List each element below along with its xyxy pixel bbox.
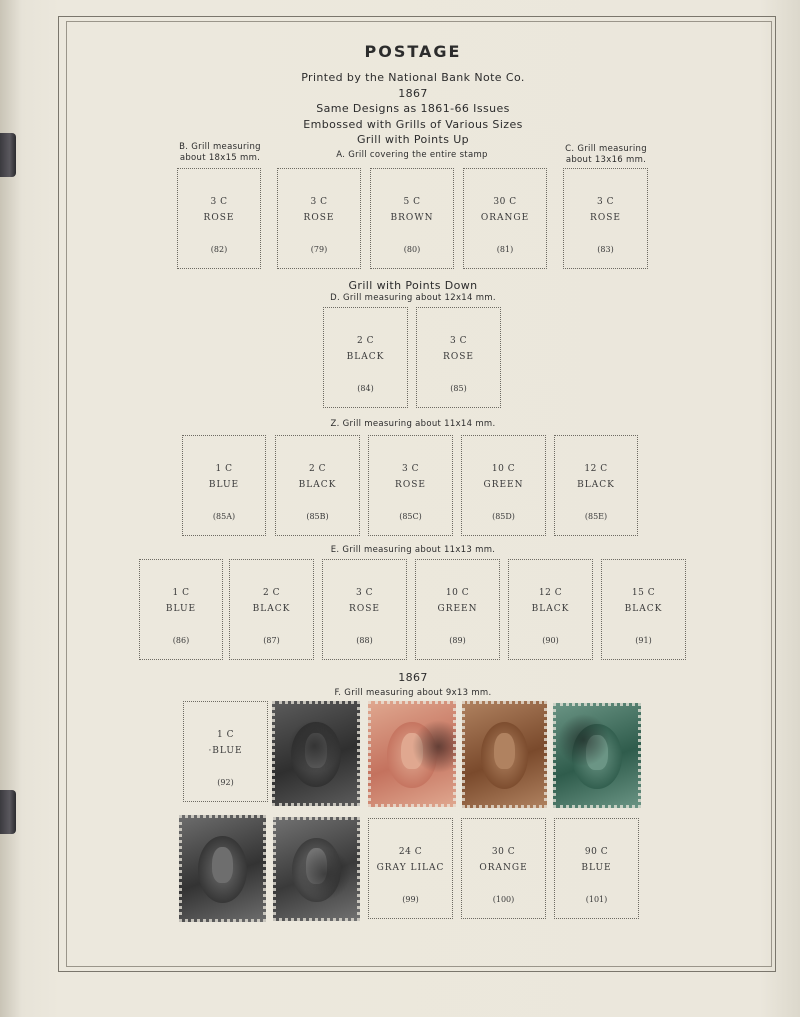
stamp-space-79[interactable] <box>277 168 361 269</box>
section-z-label: Z. Grill measuring about 11x14 mm. <box>330 419 496 429</box>
page-title: POSTAGE <box>364 42 462 61</box>
stamp-color: GRAY LILAC <box>376 863 445 873</box>
stamp-value: 3 C <box>450 336 467 346</box>
perforation-edge <box>179 815 266 922</box>
stamp-space-99[interactable] <box>368 818 453 919</box>
stamp-value: 30 C <box>491 847 516 857</box>
stamp-2c-black-jackson[interactable] <box>272 701 360 806</box>
stamp-value: 2 C <box>263 588 280 598</box>
stamp-space-83[interactable] <box>563 168 648 269</box>
stamp-value: 12 C <box>584 464 608 474</box>
stamp-value: 10 C <box>445 588 470 598</box>
section-d-label: D. Grill measuring about 12x14 mm. <box>330 293 496 303</box>
stamp-color: GREEN <box>437 604 478 614</box>
designs-line: Same Designs as 1861-66 Issues <box>316 102 510 115</box>
binder-ring-top <box>0 133 16 177</box>
catalog-number: (85E) <box>584 512 608 521</box>
stamp-5c-brown-jefferson[interactable] <box>462 701 547 808</box>
stamp-value: 30 C <box>493 197 517 207</box>
catalog-number: (85) <box>450 384 467 393</box>
catalog-number: (81) <box>496 245 514 254</box>
stamp-space-82[interactable] <box>177 168 261 269</box>
perforation-edge <box>553 703 641 808</box>
stamp-space-87[interactable] <box>229 559 314 660</box>
stamp-space-88[interactable] <box>322 559 407 660</box>
printer-line: Printed by the National Bank Note Co. <box>301 71 525 84</box>
perforation-edge <box>272 701 360 806</box>
catalog-number: (85D) <box>492 512 515 521</box>
stamp-value: 3 C <box>310 197 328 207</box>
stamp-value: 90 C <box>584 847 609 857</box>
stamp-color: ROSE <box>349 604 380 614</box>
catalog-number: (79) <box>310 245 328 254</box>
stamp-value: 1 C <box>217 730 234 740</box>
binder-ring-bottom <box>0 790 16 834</box>
stamp-15c-black-lincoln[interactable] <box>273 817 360 921</box>
catalog-number: (88) <box>356 636 373 645</box>
perforation-edge <box>462 701 547 808</box>
stamp-color: BLUE <box>581 863 612 873</box>
year-line: 1867 <box>398 87 428 100</box>
stamp-value: 1 C <box>215 464 233 474</box>
stamp-space-91[interactable] <box>601 559 686 660</box>
stamp-value: 10 C <box>491 464 516 474</box>
stamp-color: BLACK <box>252 604 291 614</box>
note-b-line1: B. Grill measuring <box>179 142 261 152</box>
catalog-number: (89) <box>449 636 466 645</box>
stamp-color: ORANGE <box>479 863 528 873</box>
stamp-color: ROSE <box>590 213 621 223</box>
stamp-3c-rose-washington[interactable] <box>368 701 456 807</box>
section-e-label: E. Grill measuring about 11x13 mm. <box>330 545 496 555</box>
stamp-value: 3 C <box>402 464 419 474</box>
catalog-number: (83) <box>597 245 614 254</box>
stamp-color: BROWN <box>390 213 434 223</box>
stamp-space-101[interactable] <box>554 818 639 919</box>
stamp-color: BLACK <box>298 480 337 490</box>
stamp-value: 2 C <box>309 464 326 474</box>
stamp-10c-green-washington[interactable] <box>553 703 641 808</box>
stamp-value: 12 C <box>538 588 563 598</box>
stamp-color: ORANGE <box>480 213 530 223</box>
stamp-space-85a[interactable] <box>182 435 266 536</box>
catalog-number: (90) <box>542 636 559 645</box>
stamp-space-85[interactable] <box>416 307 501 408</box>
stamp-value: 3 C <box>210 197 228 207</box>
stamp-color: BLUE <box>165 604 197 614</box>
catalog-number: (80) <box>403 245 421 254</box>
section-f-label: F. Grill measuring about 9x13 mm. <box>334 688 492 698</box>
stamp-space-100[interactable] <box>461 818 546 919</box>
catalog-number: (86) <box>172 636 190 645</box>
section-a-label: A. Grill covering the entire stamp <box>336 150 488 160</box>
stamp-color: ROSE <box>203 213 235 223</box>
stamp-space-85e[interactable] <box>554 435 638 536</box>
catalog-number: (92) <box>217 778 234 787</box>
stamp-value: 5 C <box>403 197 421 207</box>
stamp-space-81[interactable] <box>463 168 547 269</box>
stamp-value: 3 C <box>356 588 373 598</box>
year-1867-heading: 1867 <box>398 671 428 684</box>
catalog-number: (87) <box>263 636 280 645</box>
note-c-line2: about 13x16 mm. <box>565 155 647 165</box>
note-b-line2: about 18x15 mm. <box>179 153 261 163</box>
stamp-12c-black-washington[interactable] <box>179 815 266 922</box>
catalog-number: (84) <box>357 384 374 393</box>
stamp-space-85d[interactable] <box>461 435 546 536</box>
points-down-heading: Grill with Points Down <box>348 279 478 292</box>
stamp-color: GREEN <box>483 480 524 490</box>
catalog-number: (85B) <box>306 512 329 521</box>
stamp-space-86[interactable] <box>139 559 223 660</box>
stamp-space-92[interactable] <box>183 701 268 802</box>
stamp-space-80[interactable] <box>370 168 454 269</box>
stamp-value: 24 C <box>398 847 423 857</box>
stamp-space-90[interactable] <box>508 559 593 660</box>
catalog-number: (99) <box>402 895 419 904</box>
stamp-color: BLACK <box>346 352 385 362</box>
stamp-space-84[interactable] <box>323 307 408 408</box>
stamp-value: 3 C <box>597 197 614 207</box>
catalog-number: (82) <box>210 245 228 254</box>
stamp-color: ROSE <box>443 352 474 362</box>
stamp-value: 2 C <box>357 336 374 346</box>
catalog-number: (85C) <box>399 512 422 521</box>
stamp-value: 15 C <box>631 588 656 598</box>
embossed-line: Embossed with Grills of Various Sizes <box>303 118 523 131</box>
catalog-number: (91) <box>635 636 652 645</box>
stamp-space-85c[interactable] <box>368 435 453 536</box>
stamp-color: BLACK <box>577 480 615 490</box>
stamp-color: BLUE <box>208 480 240 490</box>
perforation-edge <box>273 817 360 921</box>
catalog-number: (100) <box>492 895 515 904</box>
perforation-edge <box>368 701 456 807</box>
note-c-line1: C. Grill measuring <box>565 144 647 154</box>
stamp-space-89[interactable] <box>415 559 500 660</box>
stamp-space-85b[interactable] <box>275 435 360 536</box>
stamp-value: 1 C <box>172 588 190 598</box>
catalog-number: (101) <box>585 895 608 904</box>
catalog-number: (85A) <box>212 512 236 521</box>
stamp-color: BLACK <box>624 604 663 614</box>
stamp-color: ROSE <box>395 480 426 490</box>
stamp-color: ROSE <box>303 213 335 223</box>
points-up-heading: Grill with Points Up <box>356 133 470 146</box>
stamp-color: BLACK <box>531 604 570 614</box>
stamp-color: ·BLUE <box>208 746 243 756</box>
